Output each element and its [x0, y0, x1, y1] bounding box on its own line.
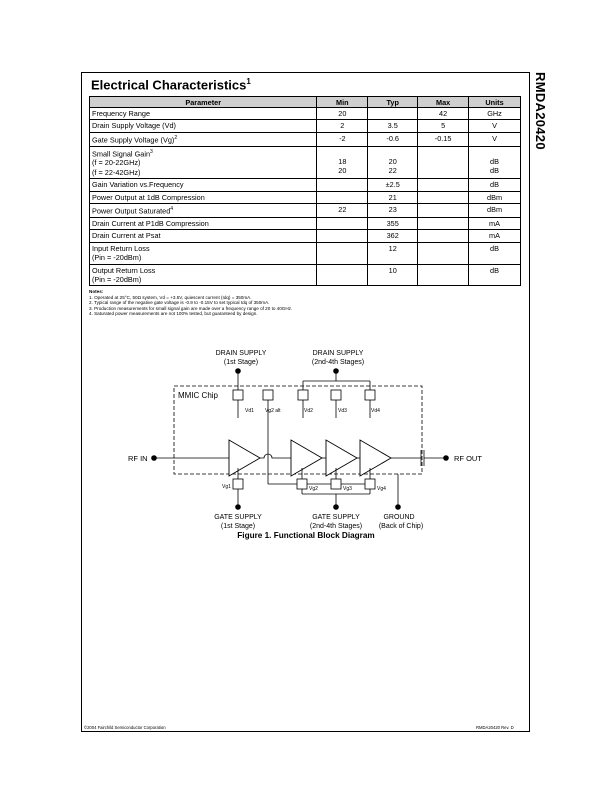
table-cell-max [418, 242, 469, 264]
footnote-marker: 3 [150, 148, 153, 155]
cell-line: Small Signal Gain [92, 149, 150, 159]
pad-vg3 [331, 479, 341, 489]
table-cell-min [317, 191, 368, 203]
pin-label-vd2: Vd2 [304, 408, 313, 414]
table-cell-max [418, 191, 469, 203]
table-cell-min [317, 242, 368, 264]
notes-title: Notes: [89, 289, 104, 294]
gate-supply-2-label: GATE SUPPLY [312, 514, 360, 521]
table-row [90, 179, 521, 191]
cell-line: Frequency Range [92, 109, 151, 118]
pin-label-vg2: Vg2 [309, 486, 318, 492]
drain-supply-2-label: DRAIN SUPPLY [312, 350, 364, 357]
ground-label: GROUND [383, 514, 415, 521]
table-cell-min [317, 264, 368, 286]
wire-crossover [260, 454, 291, 458]
cell-line: 20 [338, 166, 347, 176]
header-units: Units [469, 97, 521, 108]
table-cell-max [418, 132, 469, 146]
section-title-footnote: 1 [246, 77, 251, 86]
cell-line: 3.5 [387, 121, 398, 131]
side-title [534, 72, 548, 192]
table-cell-units [469, 146, 521, 179]
table-cell-units [469, 108, 521, 120]
table-cell-param [90, 242, 317, 264]
pad-vd3 [331, 390, 341, 400]
table-cell-max [418, 217, 469, 229]
footnote-marker: 2 [174, 134, 178, 141]
table-row [90, 146, 521, 179]
pin-label-vd1: Vd1 [245, 408, 254, 414]
section-title: Electrical Characteristics$^1$ [91, 77, 251, 93]
cell-line: Drain Current at P1dB Compression [92, 218, 209, 228]
table-cell-units [469, 191, 521, 203]
cell-line: 18 [338, 157, 347, 167]
cell-line: 23 [388, 205, 397, 215]
table-cell-typ [368, 204, 418, 218]
drain-supply-1-sub: (1st Stage) [223, 359, 259, 366]
cell-line: -0.15 [434, 133, 452, 143]
ground-terminal [395, 504, 401, 510]
pad-vd1 [233, 390, 243, 400]
amplifier-stage-4 [360, 440, 391, 476]
cell-line: dBm [487, 205, 503, 215]
cell-line: -2 [339, 133, 346, 143]
pin-label-vg3: Vg3 [343, 486, 352, 492]
amplifier-stage-1 [229, 440, 260, 476]
cell-line: -0.6 [386, 133, 399, 143]
table-cell-min [317, 204, 368, 218]
gate-supply-1-terminal [235, 504, 241, 510]
pad-vg4 [365, 479, 375, 489]
table-cell-min [317, 132, 368, 146]
table-cell-param [90, 204, 317, 218]
pin-label-vg1: Vg1 [222, 484, 231, 490]
table-cell-param [90, 120, 317, 132]
table-cell-units [469, 217, 521, 229]
amplifier-stage-2 [291, 440, 322, 476]
cell-line: 22 [388, 166, 397, 176]
cell-line: GHz [487, 109, 502, 118]
table-cell-units [469, 132, 521, 146]
table-cell-min [317, 230, 368, 242]
side-title-text: RMDA20420 [533, 72, 548, 150]
gate-supply-1-sub: (1st Stage) [220, 523, 256, 530]
gate-supply-2-terminal [333, 504, 339, 510]
table-row [90, 264, 521, 286]
footer-copyright: ©2004 Fairchild Semiconductor Corporation [84, 725, 166, 730]
pin-label-vg4: Vg4 [377, 486, 386, 492]
note-item: 2. Typical range of the negative gate voltage is -0.9 to -0.15V to set typical Idq of 350mA. [89, 300, 270, 306]
cell-line: 5 [441, 121, 446, 131]
table-row [90, 204, 521, 218]
cell-line: V [492, 121, 497, 131]
table-row [90, 217, 521, 229]
drain-supply-2-sub: (2nd-4th Stages) [311, 359, 365, 366]
table-cell-param [90, 264, 317, 286]
header-max: Max [418, 97, 469, 108]
cell-line: mA [489, 218, 500, 228]
table-cell-typ [368, 264, 418, 286]
gate-supply-1-label: GATE SUPPLY [214, 514, 262, 521]
cell-line: dB [490, 157, 499, 167]
table-cell-typ [368, 191, 418, 203]
cell-line: (Pin = -20dBm) [92, 274, 142, 284]
cell-line: Gain Variation vs.Frequency [92, 180, 184, 190]
cell-line: (f = 20-22GHz) [92, 158, 141, 168]
footer-revision: RMDA20420 Rev. D [476, 725, 514, 730]
cell-line: dB [490, 166, 499, 176]
pin-label-vd4: Vd4 [371, 408, 380, 414]
pad-vg2-alt [263, 390, 273, 400]
pad-vg1 [233, 479, 243, 489]
table-cell-typ [368, 108, 418, 120]
table-row [90, 230, 521, 242]
table-cell-typ [368, 179, 418, 191]
table-cell-min [317, 217, 368, 229]
table-cell-units [469, 242, 521, 264]
cell-line: 20 [388, 157, 397, 167]
header-min: Min [317, 97, 368, 108]
table-cell-max [418, 146, 469, 179]
cell-line: 42 [439, 109, 448, 118]
table-cell-units [469, 204, 521, 218]
footnote-marker: 4 [170, 206, 174, 213]
table-cell-units [469, 230, 521, 242]
table-header-row [90, 97, 521, 108]
ground-sub: (Back of Chip) [378, 523, 424, 530]
table-cell-max [418, 120, 469, 132]
pad-vd4 [365, 390, 375, 400]
header-typ: Typ [368, 97, 418, 108]
table-cell-typ [368, 132, 418, 146]
cell-line: 2 [340, 121, 345, 131]
table-cell-typ [368, 242, 418, 264]
table-cell-param [90, 230, 317, 242]
pad-vg2 [297, 479, 307, 489]
cell-line: dB [490, 265, 499, 275]
functional-block-diagram [81, 340, 530, 530]
table-cell-param [90, 132, 317, 146]
cell-line: 22 [338, 205, 347, 215]
table-cell-param [90, 217, 317, 229]
table-cell-max [418, 204, 469, 218]
cell-line: Gate Supply Voltage (Vg) [92, 135, 175, 145]
table-row [90, 132, 521, 146]
table-row [90, 108, 521, 120]
gate-supply-2-sub: (2nd-4th Stages) [309, 523, 363, 530]
table-cell-max [418, 179, 469, 191]
cell-line: 12 [388, 243, 397, 253]
cell-line: ±2.5 [385, 180, 400, 190]
table-row [90, 191, 521, 203]
rf-out-terminal [443, 455, 449, 461]
cell-line: (Pin = -20dBm) [92, 253, 142, 263]
cell-line: Drain Supply Voltage (Vd) [92, 121, 176, 131]
note-item: 1. Operated at 25°C, 50Ω system, Vd = +3.5V, quiescent current (Idq) = 350mA. [89, 294, 252, 300]
table-cell-min [317, 146, 368, 179]
cell-line: dBm [487, 192, 503, 202]
rf-out-label: RF OUT [454, 454, 482, 463]
cell-line: 20 [338, 109, 347, 118]
table-cell-max [418, 108, 469, 120]
cell-line: dB [490, 180, 499, 190]
drain-supply-1-label: DRAIN SUPPLY [215, 350, 267, 357]
note-item: 4. Saturated power measurements are not 100% tested, but guaranteed by design. [89, 311, 258, 317]
figure-caption: Figure 1. Functional Block Diagram [237, 531, 375, 540]
table-cell-min [317, 179, 368, 191]
table-cell-param [90, 179, 317, 191]
pin-label-vd3: Vd3 [338, 408, 347, 414]
cell-line: 10 [388, 265, 397, 275]
table-row [90, 120, 521, 132]
cell-line: 21 [388, 192, 397, 202]
cell-line: Power Output Saturated [92, 206, 171, 216]
cell-line: 362 [386, 231, 399, 241]
table-cell-param [90, 108, 317, 120]
table-cell-typ [368, 230, 418, 242]
pin-label-vg2-alt: Vg2 alt [265, 408, 281, 414]
cell-line: 355 [386, 218, 399, 228]
table-cell-units [469, 179, 521, 191]
table-row [90, 242, 521, 264]
table-cell-typ [368, 146, 418, 179]
table-cell-units [469, 120, 521, 132]
amplifier-stage-3 [326, 440, 357, 476]
table-cell-min [317, 120, 368, 132]
header-parameter: Parameter [90, 97, 317, 108]
mmic-chip-label: MMIC Chip [178, 391, 219, 400]
cell-line: dB [490, 243, 499, 253]
cell-line: (f = 22-42GHz) [92, 167, 141, 177]
table-cell-min [317, 108, 368, 120]
table-cell-max [418, 230, 469, 242]
table-cell-typ [368, 217, 418, 229]
electrical-characteristics-table [89, 96, 521, 286]
notes [89, 289, 519, 317]
pad-vd2 [298, 390, 308, 400]
table-cell-param [90, 146, 317, 179]
note-item: 3. Production measurements for small signal gain are made over a frequency range of 20 to 40GHz. [89, 305, 293, 311]
cell-line: Power Output at 1dB Compression [92, 192, 205, 202]
table-cell-max [418, 264, 469, 286]
table-cell-param [90, 191, 317, 203]
rf-in-label: RF IN [128, 454, 148, 463]
table-cell-typ [368, 120, 418, 132]
cell-line: mA [489, 231, 500, 241]
cell-line: Drain Current at Psat [92, 231, 161, 241]
table-cell-units [469, 264, 521, 286]
cell-line: Output Return Loss [92, 265, 156, 275]
cell-line: Input Return Loss [92, 243, 150, 253]
cell-line: V [492, 133, 497, 143]
